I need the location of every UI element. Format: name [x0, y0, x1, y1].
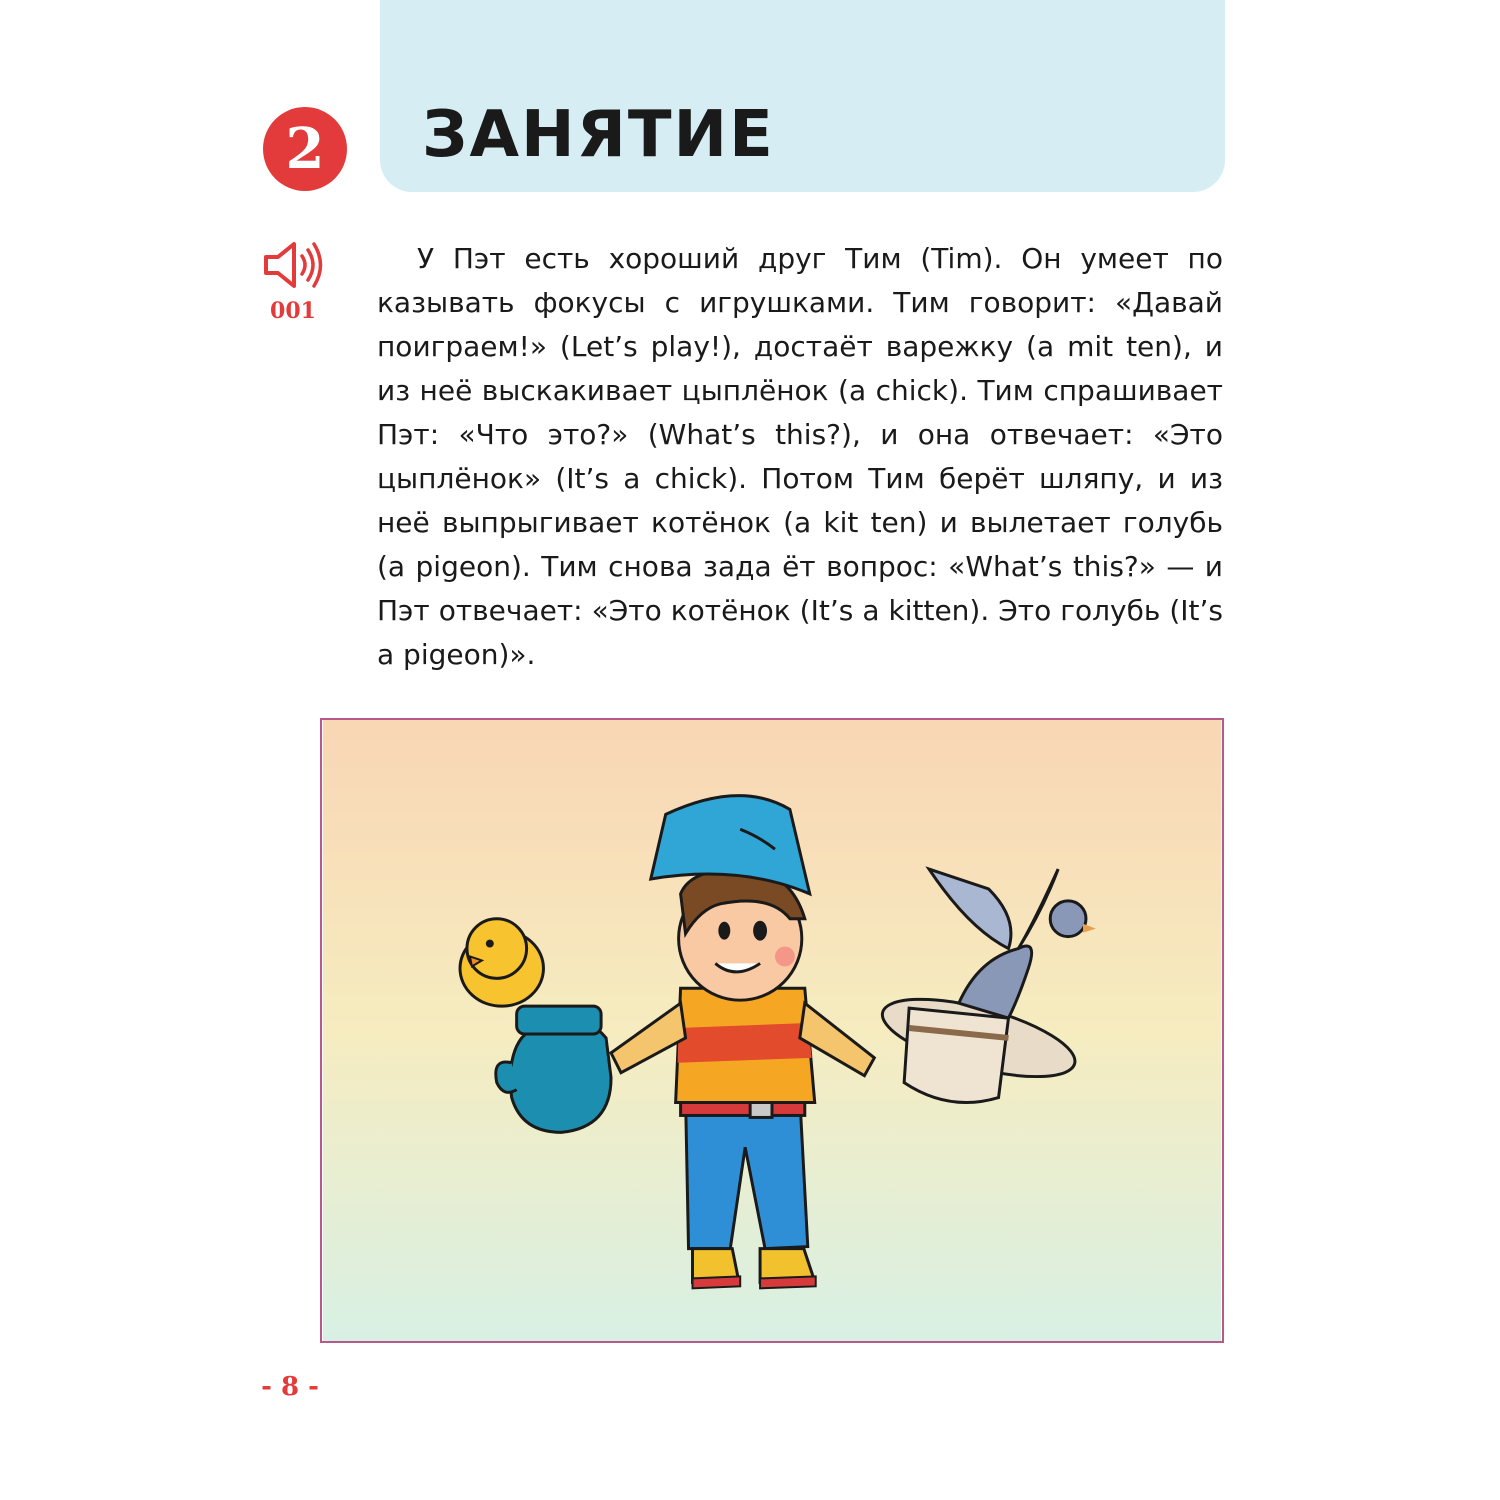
story-line: спрашивает Пэт: «Что это?» (What’s this?), и она — [377, 374, 1223, 451]
story-line: У Пэт есть хороший друг Тим (Tim). Он умеет по — [417, 242, 1223, 275]
story-line: ten), и из неё выскакивает цыплёнок (a chick). Тим — [377, 330, 1224, 407]
story-line: берёт шляпу, и из неё выпрыгивает котёнок (a kit — [377, 462, 1223, 539]
speaker-icon[interactable] — [262, 240, 324, 290]
page-number: - 8 - — [261, 1372, 319, 1402]
story-text — [377, 237, 1223, 677]
lesson-number-badge — [263, 107, 347, 191]
story-line: ten) и вылетает голубь (a pigeon). Тим снова зада — [377, 506, 1223, 583]
story-line: котёнок (It’s a kitten). Это голубь (It’s a pigeon)». — [377, 594, 1223, 671]
story-line: ёт вопрос: «What’s this?» — и Пэт отвечает: «Это — [377, 550, 1224, 627]
story-line: поиграем!» (Let’s play!), достаёт варежку (a mit — [377, 330, 1114, 363]
illustration-canvas — [322, 720, 1222, 1341]
audio-track-number: 001 — [270, 298, 316, 324]
lesson-title: ЗАНЯТИЕ — [422, 98, 775, 172]
story-line: казывать фокусы с игрушками. Тим говорит: «Давай — [377, 286, 1223, 319]
lesson-number: 2 — [285, 116, 325, 182]
story-line: отвечает: «Это цыплёнок» (It’s a chick). Потом Тим — [377, 418, 1223, 495]
story-illustration — [320, 718, 1224, 1343]
